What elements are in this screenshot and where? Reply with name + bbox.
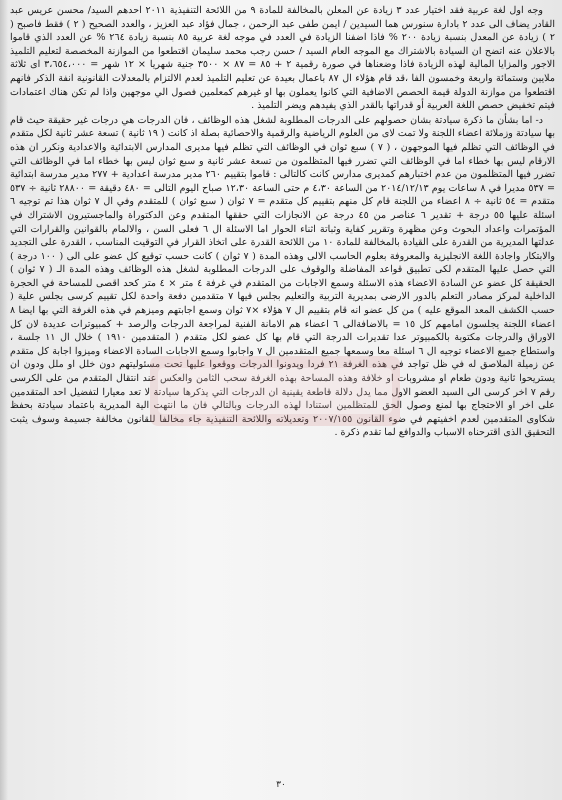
page-edge-shadow [0,0,8,800]
paragraph-budget-allocation: وجه اول لغة عربية فقد اختيار عدد ٣ زيادة عن المعلن بالمخالفة للمادة ٩ من اللائحة التنفيذية ٢٠١١ احدهم السيد/ محسن عريس عبد القادر يضاف الى عدد ٢ بادارة سنورس هما السيدين / ايمن طفى عبد الرحمن ، جمال فؤاد عبد العزيز ، والعدد الصحيح ( ٢ ) فقط فاصبح ( ٢ ) زيادة عن المعدل بنسبة زيادة ٢٠٠ % فاذا اضفنا الزيادة في العدد في موجه لغة عربية ٨٥ بنسبة زيادة ٢٦٤ % عن العدد الذي قاموا بالاعلان عنه اتضح ان السيادة بالاشتراك مع الموجه العام السيد / حسن رجب محمد سليمان اقتطعوا من الموازنة المخصصة لتعليم التلميذ الاجور والمزايا المالية لهذه الزيادة فاذا وضعناها في صورة رقمية ٢ + ٨٥ = ٨٧ × ٣٥٠٠ جنية شهريا × ١٢ شهر = ٣،٦٥٤،٠٠٠ اى ثلاثة ملايين وستمائة واربعة وخمسون الفا ،قد قام هؤلاء ال ٨٧ باعمال بعيدة عن تعليم التلميذ لعدم الالتزام بالمعدلات القانونية انفة الذكر فانهم اقتطعوا من موازنة الدولة قيمة الحصص الاضافية التي كانوا يعملون بها او غيرهم كمعلمين فصول الي موجهين واذا لم تكن هناك اعتمادات فيتم تخفيض حصص اللغة العربية أو قدراتها بالقدر الذي يفيدهم ويضر التلميذ . [10,5,556,112]
paragraph-grading-analysis: د- اما بشأن ما ذكرة سيادتة بشان حصولهم على الدرجات المطلوبة لشغل هذه الوظائف ، فان الدرجات هي درجات غير حقيقة حيث قام بها سيادتة وزملائة اعضاء اللجنة ولا تمت لاى من العلوم الرياضية والرقمية والاحصائية بصلة اذ كانت ( ١٩ ثانية ) تسعة عشر ثانية لكل متقدم في الوظائف التي تظلم فيها الموجهون ، ( ٧ ) سبع ثوان في الوظائف التي تظلم فيها مديرى المدارس الابتدائية والاعدادية ونكرر ان هذه الارقام ليس بها خطاء اما في الوظائف التي تضرر فيها المتظلمون من تسعة عشر ثانية و سبع ثوان ليس بها خطاء اما في الوظائف التي تضرر فيها المتظلمون من عدم اختبارهم كمديرى مدارس كانت كالتالى : قاموا بتقييم ٢٦٠ مدير مدرسة اعدادية + ٢٧٧ مدير مدرسة ابتدائية = ٥٣٧ مديرا في ٨ ساعات يوم ٢٠١٤/١٢/١٣ من الساعة ٤،٣٠ م حتى الساعة ١٢،٣٠ صباح اليوم التالى = ٤٨٠ دقيقة = ٢٨٨٠٠ ثانية ÷ ٥٣٧ متقدم = ٥٤ ثانية ÷ ٨ اعضاء من اللجنة قام كل منهم بتقييم كل متقدم = ٧ ثوان ( سبع ثوان ) للمتقدم وفي ال ٧ ثوان هذا تم توجيه ٦ اسئلة عليها ٥٥ درجة + تقدير ٦ عناصر من ٤٥ درجة عن الانجازات التي حققها المتقدم وعن الدكتوراة والماجستيرون الاشتراك في المؤتمرات واعداد البحوث وعن مظهرة وتقرير كفاية وثباتة اثناء الحوار اما الاسئلة ال ٦ فعلى السن ، والالمام بالقوانين والقرارات التي عدلتها المديرية من القدرة على القيادة بالمخالفة للمادة ١٠ من اللائحة القدرة على اتخاذ القرار في التوقيت المناسب ، القدرة على التجديد والابتكار واجادة اللغة الانجليزية والمعروفة بعلوم الحاسب الالى وهذه المدة ( ٧ ثوان ) كانت حسب توقيع كل عضو على الى ( ١٠٠ درجة ) التي حصل عليها المتقدم لكى تطبيق قواعد المفاضلة والوقوف على الدرجات المطلوبة لشغل هذه الوظائف وهذه المدة الـ ( ٧ ثوان ) الحقيقة كل عضو عن السادة الاعضاء هذه الاسئلة وسمع الاجابات من المتقدم في غرفة ٤ متر × ٤ متر كحد اقصى للمساحة في الحجرة الداخلية لمركز مصادر التعلم بالدور الارضى بمديرية التربية والتعليم بجلس فيها ٧ متقدمين دفعة واحدة لكل تقييم كرسى بجلس علية ( حسب الكشف المعد الموقع عليه ) من كل عضو انه قام بتقييم ال ٧ هؤلاء ×٧ ثوان وسمع اجابتهم وميزهم في هذه الغرفة التي بها ايضا ٨ اعضاء اللجنة يجلسون امامهم كل ١٥ = بالاضافةالى ٦ اعضاء هم الامانة الفنية لمراجعة الدرجات والرصد + كمبيوترات عديدة لان كل الاوراق والدرجات مكتوبة بالكمبيوتر عدا تقديرات الدرجة التي قام بها كل عضو لكل متقدم ( المتقدمين ١٩١٠ ) خلال ال ١١ جلسة ، واستطاع جميع الاعضاء توجيه ال ٦ اسئلة معا وسمعها جميع المتقدمين ال ٧ واجابوا وسمع الاجابات السادة الاعضاء وميزوا اجابة كل متقدم عن زميلة الملاصق له في ظل تواجد في هذه الغرفة ٢١ فردا ويدونوا الدرجات ووقعوا عليها تحت مسئوليتهم دون خلل او ملل ودون ان يستريحوا ثانية ودون طعام او مشروبات او خلافة وهذه المساحة بهذه الغرفة سحب الثامن والعكس عند انتقال المتقدم من على الكرسى رقم ٧ اخر كرسى الى السيد العضو الاول مما يدل دلالة قاطعة يقينية ان الدرجات التي يذكرها سيادتة لا تعد معيارا لتفضيل احد المتقدمين على اخر او الاحتجاج بها لمنع وصول الحق للمتظلمين استنادا لهذه الدرجات وبالتالي فان ما انتهت الية المديرية باعتماد سيادتة بحفظ شكاوى المتقدمين لعدم اخفيتهم في ضوء القانون ٢٠٠٧/١٥٥ وتعديلاته واللائحة التنفيذية جاء مخالفا للقانون مخالفة جسيمة وسوف يثبت التحقيق الذى اقترحناه الاسباب والدوافع لما تقدم ذكرة . [10,114,556,439]
document-body [10,4,555,440]
page-number: ٣٠ [276,780,286,790]
